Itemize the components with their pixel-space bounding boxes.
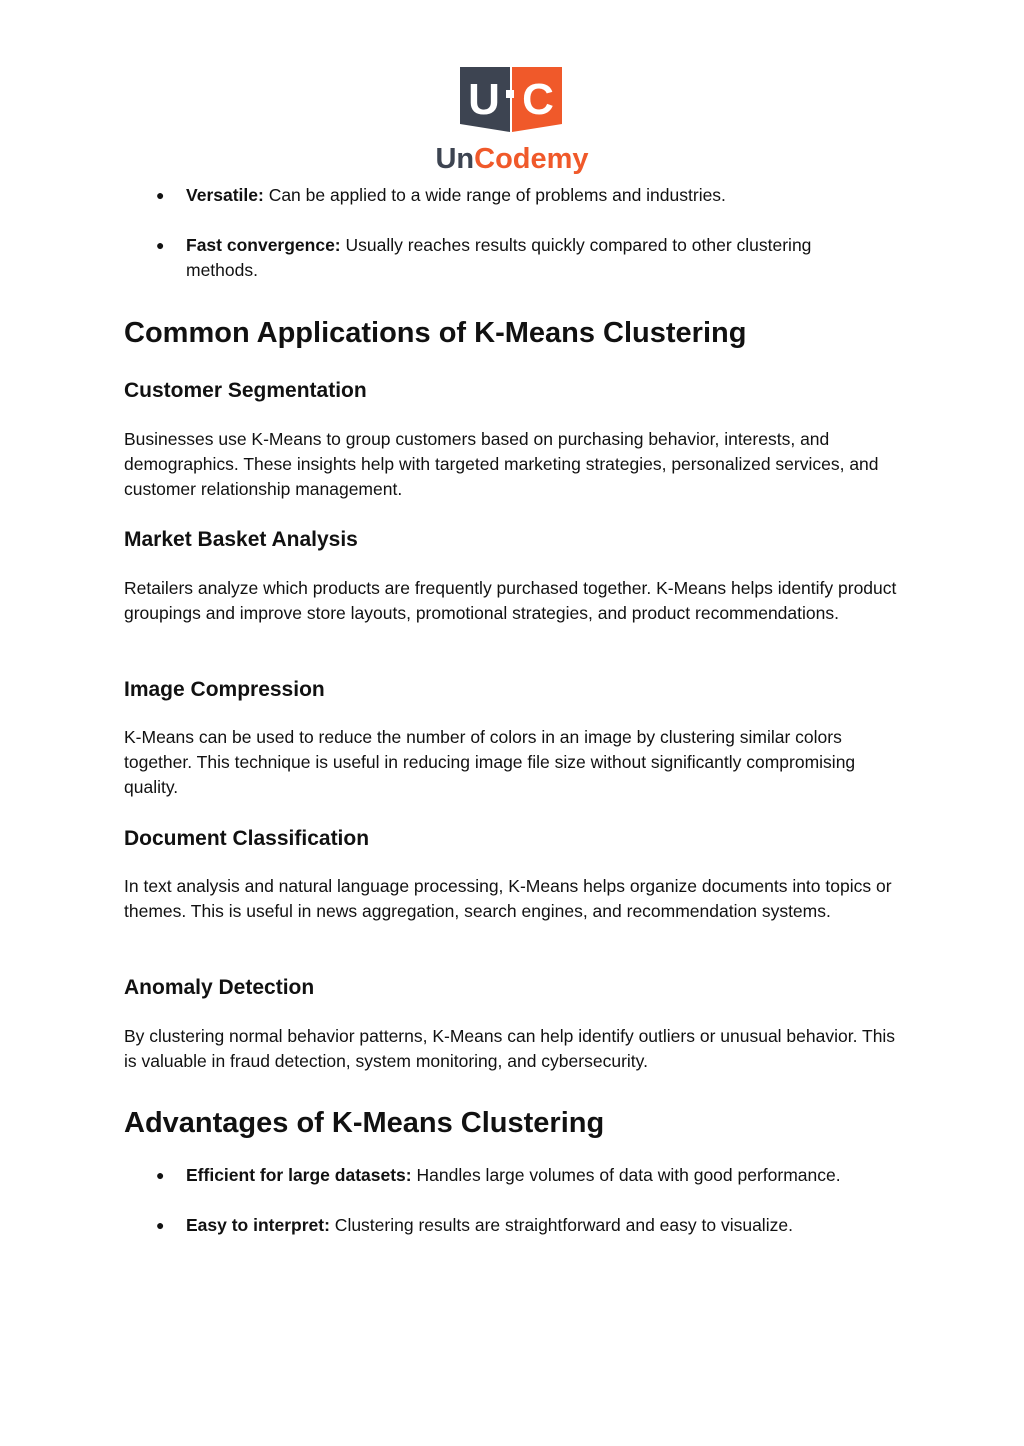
list-item <box>156 1163 876 1188</box>
bullet-term: Easy to interpret: <box>186 1215 330 1235</box>
bullet-icon: ● <box>156 187 165 203</box>
logo-wordmark: UnCodemy <box>435 143 589 175</box>
paragraph: By clustering normal behavior patterns, K-Means can help identify outliers or unusual behavior. This is valuable in fraud detection, system monitoring, and cybersecurity. <box>124 1026 896 1071</box>
list-item <box>156 1213 876 1238</box>
bullet-text: Clustering results are straightforward and easy to visualize. <box>329 1215 793 1235</box>
logo-mark-u: U <box>468 75 500 124</box>
logo-mark-icon <box>426 66 598 176</box>
bullet-icon: ● <box>156 1167 165 1183</box>
paragraph: K-Means can be used to reduce the number of colors in an image by clustering similar colors together. This technique is useful in reducing image file size without significantly compromising quality. <box>124 727 856 797</box>
subheading: Customer Segmentation <box>124 379 367 402</box>
paragraph: Retailers analyze which products are frequently purchased together. K-Means helps identify product groupings and improve store layouts, promotional strategies, and product recommendations. <box>124 578 897 623</box>
bullet-text: Handles large volumes of data with good performance. <box>411 1165 841 1185</box>
bullet-text: Can be applied to a wide range of problems and industries. <box>263 185 726 205</box>
bullet-text: Usually reaches results quickly compared to other clustering methods. <box>186 235 812 280</box>
section-heading-advantages: Advantages of K-Means Clustering <box>124 1107 605 1139</box>
subheading: Anomaly Detection <box>124 976 315 999</box>
section-heading-applications: Common Applications of K-Means Clustering <box>124 317 747 349</box>
bullet-term: Efficient for large datasets: <box>186 1165 412 1185</box>
paragraph: Businesses use K-Means to group customers based on purchasing behavior, interests, and demographics. These insights help with targeted marketing strategies, personalized services, and customer relationship management. <box>124 429 879 499</box>
subheading: Image Compression <box>124 678 325 701</box>
list-item <box>156 233 876 283</box>
subheading: Market Basket Analysis <box>124 528 358 551</box>
bullet-term: Versatile: <box>186 185 264 205</box>
subheading: Document Classification <box>124 827 370 850</box>
bullet-icon: ● <box>156 1217 165 1233</box>
bullet-icon: ● <box>156 237 165 253</box>
bullet-term: Fast convergence: <box>186 235 341 255</box>
paragraph: In text analysis and natural language processing, K-Means helps organize documents into topics or themes. This is useful in news aggregation, search engines, and recommendation systems. <box>124 876 892 921</box>
logo-mark-c: C <box>522 75 554 124</box>
uncodemy-logo <box>426 66 598 176</box>
list-item <box>156 183 876 208</box>
